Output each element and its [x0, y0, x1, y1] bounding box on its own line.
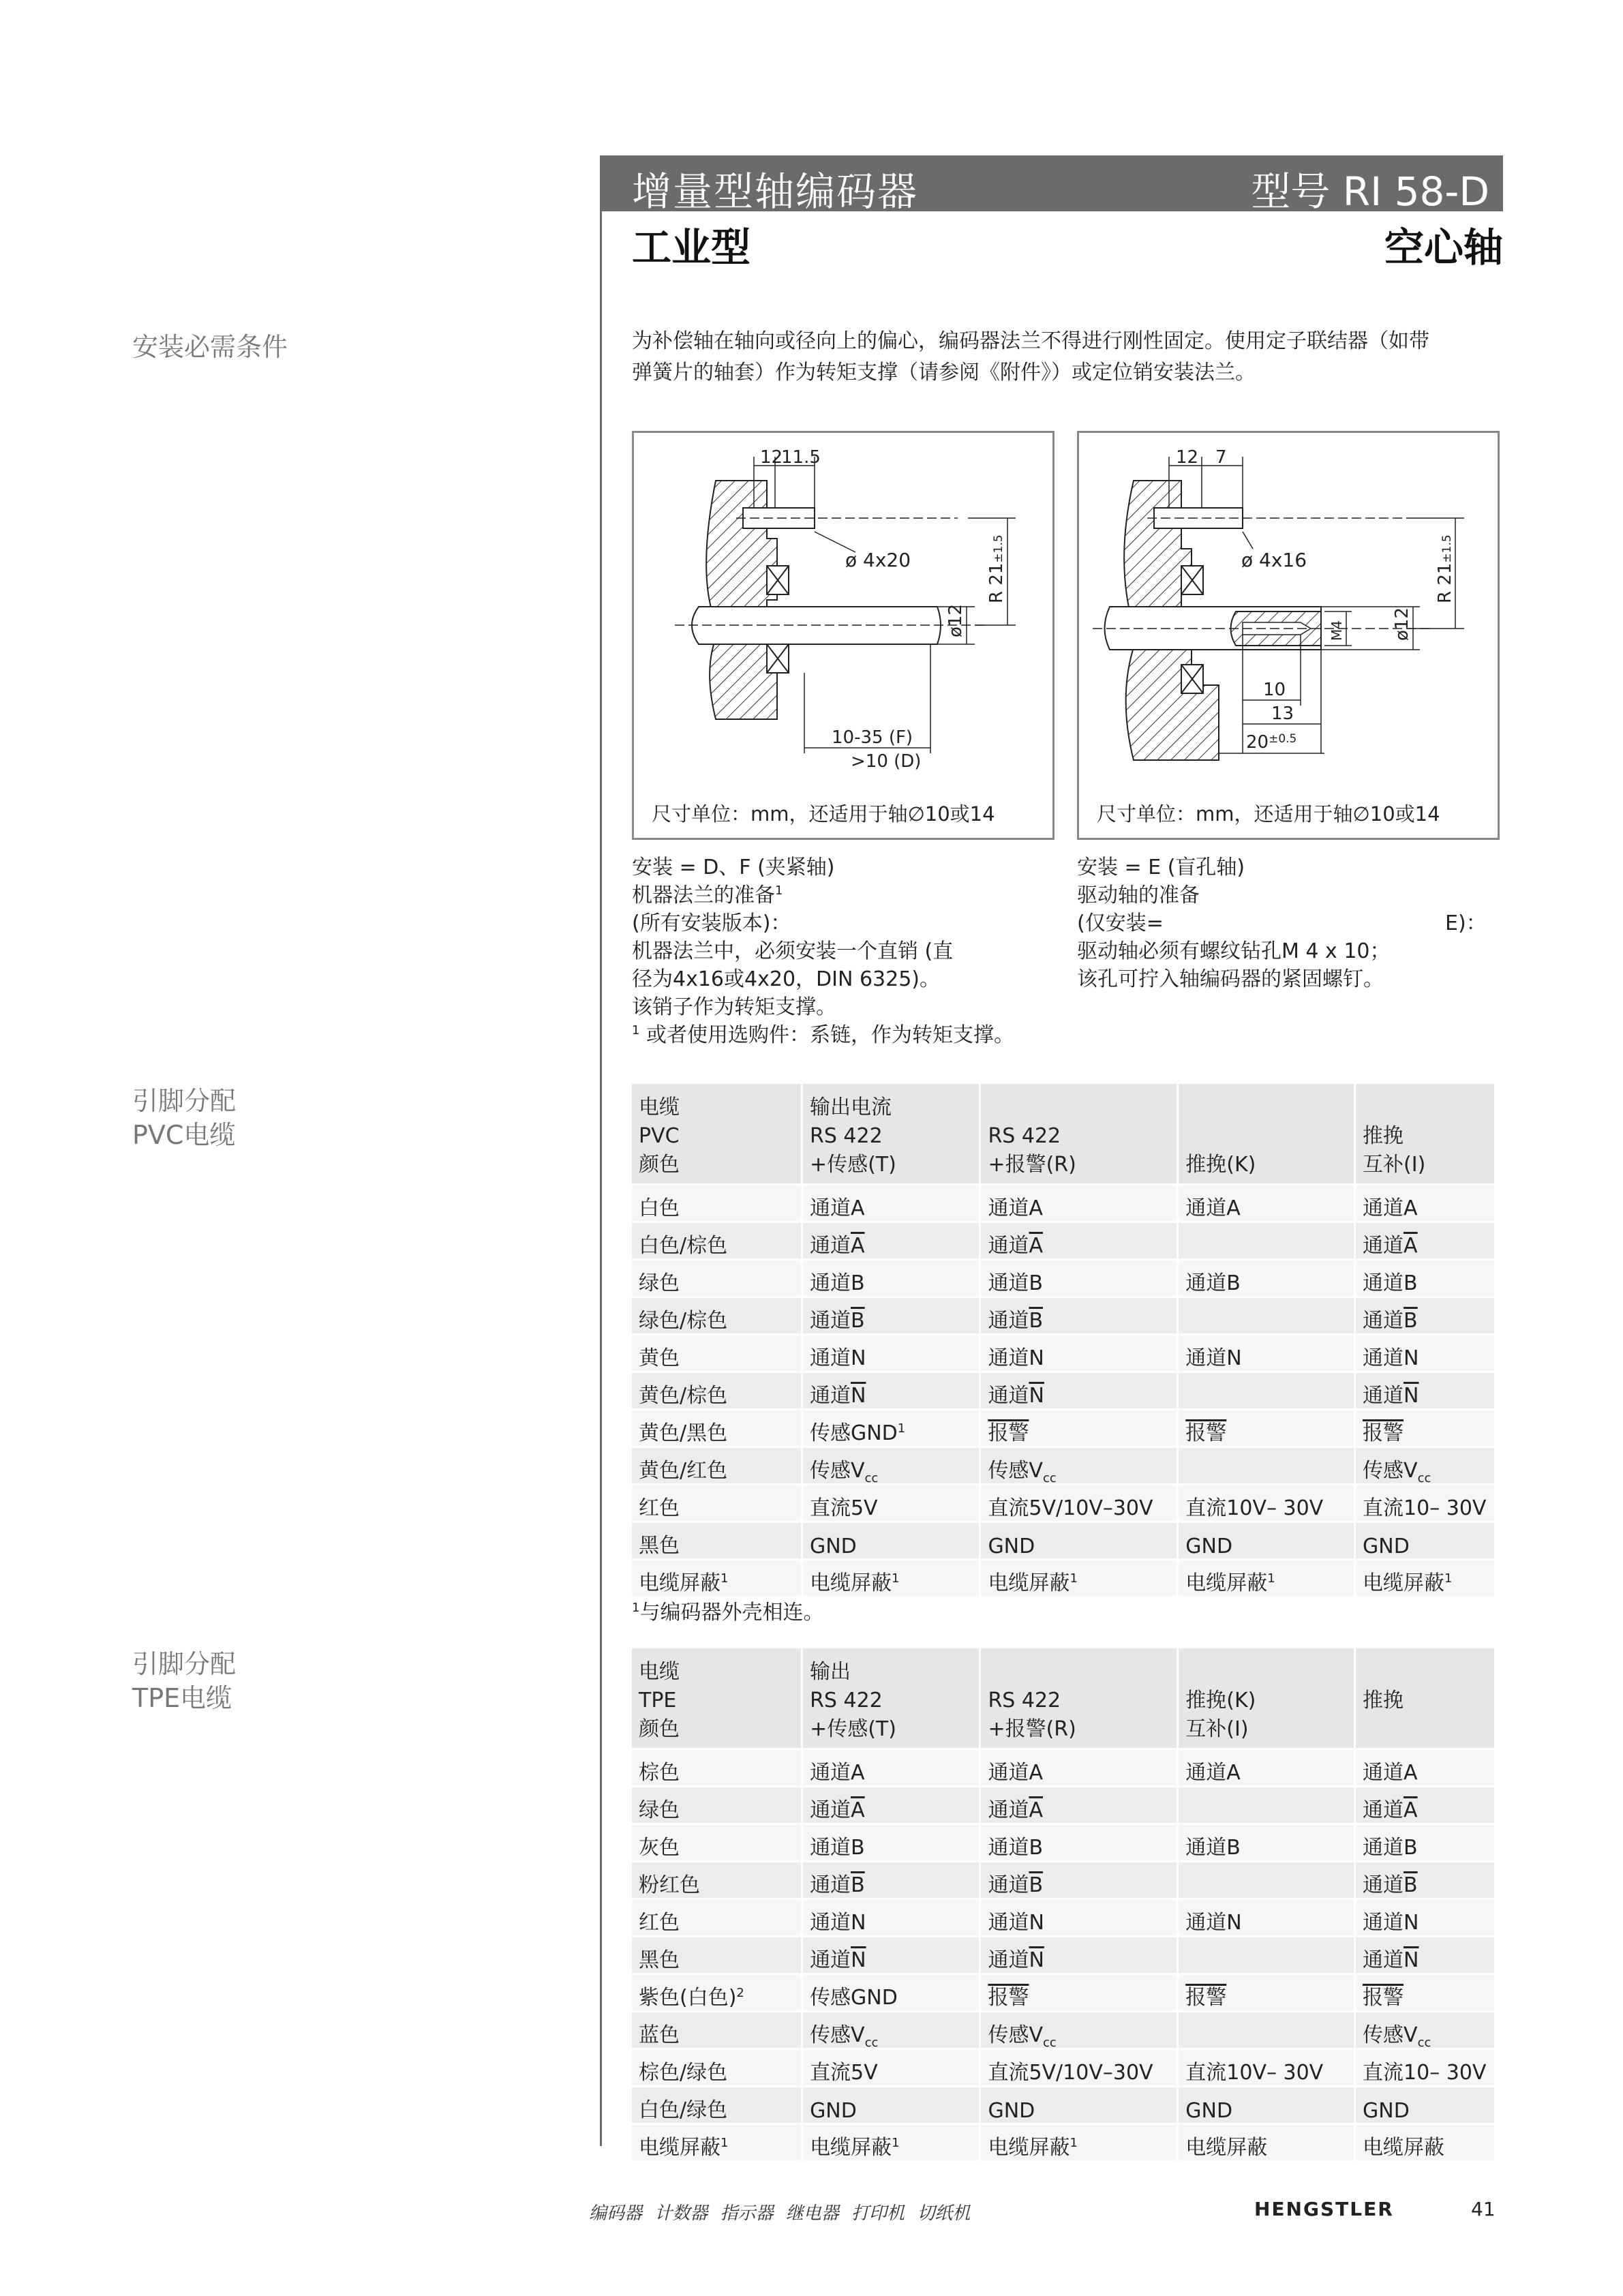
- radius-label: R 21±1.5: [1435, 534, 1455, 603]
- table-cell: 通道$\overline{A}$: [980, 1222, 1178, 1260]
- table-cell: 传感$V_{cc}$: [802, 2012, 980, 2049]
- note-left-line-6: 该销子作为转矩支撑。: [632, 995, 836, 1019]
- pin-label: ø 4x20: [845, 549, 911, 571]
- table-cell: 通道$\overline{N}$: [980, 1937, 1178, 1974]
- drawing-blind-shaft: [1079, 433, 1498, 838]
- note-left-line-4: 机器法兰中，必须安装一个直销 (直: [632, 939, 954, 963]
- table-cell: 灰色: [632, 1824, 802, 1862]
- table-header-row: [632, 1648, 1496, 1749]
- table-cell: 直流5V: [802, 2049, 980, 2087]
- dim-label-13: 13: [1271, 704, 1294, 724]
- table-cell: 报警: [980, 1974, 1178, 2012]
- table-cell: 通道A: [1355, 1185, 1496, 1222]
- intro-paragraph: [632, 326, 1504, 389]
- table-cell: 黑色: [632, 1937, 802, 1974]
- note-left-footnote: $^1$ 或者使用选购件：系链，作为转矩支撑。: [632, 1023, 1014, 1047]
- table-cell: 直流10– 30V: [1355, 2049, 1496, 2087]
- table-row: [632, 1937, 1496, 1974]
- table-row: [632, 2087, 1496, 2124]
- header-line: 颜色: [639, 1153, 680, 1177]
- table-cell: 粉红色: [632, 1862, 802, 1899]
- header-line: RS 422: [988, 1124, 1061, 1148]
- note-left-line-3: (所有安装版本)：: [632, 911, 791, 935]
- drawing-clamp-shaft: [634, 433, 1052, 838]
- table-cell: 电缆屏蔽$^1$: [1355, 1560, 1496, 1597]
- section-divider-line: [600, 155, 602, 2146]
- table-cell: 通道$\overline{N}$: [1355, 1937, 1496, 1974]
- section-label-installation: 安装必需条件: [132, 332, 288, 362]
- table-cell: 通道B: [980, 1260, 1178, 1297]
- intro-line-1: 为补偿轴在轴向或径向上的偏心，编码器法兰不得进行刚性固定。使用定子联结器（如带: [632, 329, 1429, 353]
- table-cell: 通道N: [980, 1335, 1178, 1372]
- table-cell: GND: [1355, 1522, 1496, 1560]
- table-cell: 通道$\overline{A}$: [980, 1787, 1178, 1824]
- header-line: 互补(I): [1185, 1717, 1249, 1741]
- table-row: [632, 2012, 1496, 2049]
- table-cell: 传感$V_{cc}$: [1355, 1447, 1496, 1485]
- brand-name: HENGSTLER: [1254, 2198, 1394, 2220]
- table-cell: 通道A: [1178, 1749, 1355, 1787]
- section-label-pvc: [132, 1084, 236, 1152]
- table-cell: 通道B: [1355, 1824, 1496, 1862]
- table-cell: 通道$\overline{A}$: [802, 1222, 980, 1260]
- table-cell: 通道A: [1178, 1185, 1355, 1222]
- table-cell: 通道$\overline{N}$: [802, 1937, 980, 1974]
- table-cell: 红色: [632, 1899, 802, 1937]
- header-line: 推挽: [1363, 1124, 1404, 1148]
- table-cell: 电缆屏蔽: [1178, 2124, 1355, 2162]
- table-cell: 直流5V/10V–30V: [980, 1485, 1178, 1522]
- table-row: [632, 1560, 1496, 1597]
- table-cell: 绿色/棕色: [632, 1297, 802, 1335]
- table-cell: 电缆屏蔽$^1$: [980, 2124, 1178, 2162]
- header-cell: [1178, 1084, 1355, 1185]
- table-cell: 直流10V– 30V: [1178, 1485, 1355, 1522]
- note-blind-shaft: [1077, 854, 1486, 993]
- pvc-pin-table: [632, 1084, 1496, 1598]
- header-cell: [1178, 1648, 1355, 1749]
- table-cell: 电缆屏蔽$^1$: [802, 2124, 980, 2162]
- figure-caption-1: 尺寸单位：mm，还适用于轴∅10或14: [652, 802, 995, 826]
- header-cell: [980, 1648, 1178, 1749]
- table-cell: 白色/绿色: [632, 2087, 802, 2124]
- section-label-tpe-line2: TPE电缆: [132, 1683, 232, 1713]
- range-label-d: >10 (D): [851, 751, 922, 772]
- subtitle-shaft: 空心轴: [1384, 224, 1503, 271]
- table-row: [632, 1185, 1496, 1222]
- table-cell: GND: [980, 2087, 1178, 2124]
- section-label-tpe-line1: 引脚分配: [132, 1649, 237, 1679]
- dim-label-12: 12: [760, 447, 783, 468]
- header-line: 输出电流: [809, 1096, 892, 1119]
- table-cell: 通道$\overline{N}$: [1355, 1372, 1496, 1410]
- page-number: 41: [1471, 2198, 1496, 2220]
- table-row: [632, 1749, 1496, 1787]
- dim-label-7: 7: [1215, 447, 1227, 468]
- note-right-line-3: (仅安装= E)：: [1077, 911, 1487, 935]
- table-cell: GND: [980, 1522, 1178, 1560]
- header-line: 推挽(K): [1185, 1689, 1256, 1712]
- table-cell: 黄色/红色: [632, 1447, 802, 1485]
- header-line: RS 422: [988, 1689, 1061, 1712]
- shaft-diameter-label: ø12: [1392, 607, 1412, 641]
- table-cell: 通道B: [1178, 1260, 1355, 1297]
- note-right-line-2: 驱动轴的准备: [1077, 883, 1200, 907]
- table-cell: 通道N: [1355, 1335, 1496, 1372]
- note-clamp-shaft: [632, 854, 1014, 1049]
- table-cell: 电缆屏蔽$^1$: [980, 1560, 1178, 1597]
- table-cell: 通道$\overline{A}$: [802, 1787, 980, 1824]
- header-line: +传感(T): [809, 1153, 896, 1177]
- table-row: [632, 1862, 1496, 1899]
- table-cell: 直流5V: [802, 1485, 980, 1522]
- table-cell: [1178, 1372, 1355, 1410]
- table-cell: 通道B: [1355, 1260, 1496, 1297]
- header-line: 输出: [810, 1660, 851, 1684]
- table-cell: [1178, 1297, 1355, 1335]
- table-cell: 通道$\overline{B}$: [1355, 1297, 1496, 1335]
- header-line: 互补(I): [1363, 1153, 1426, 1177]
- table-cell: 通道A: [1355, 1749, 1496, 1787]
- table-cell: 直流10V– 30V: [1178, 2049, 1355, 2087]
- section-label-pvc-line1: 引脚分配: [132, 1086, 237, 1116]
- figure-blind-shaft: [1077, 431, 1500, 840]
- table-row: [632, 2049, 1496, 2087]
- table-cell: 通道N: [980, 1899, 1178, 1937]
- subtitle-type: 工业型: [632, 224, 751, 271]
- table-cell: 电缆屏蔽$^1$: [1178, 1560, 1355, 1597]
- header-line: 电缆: [639, 1660, 680, 1684]
- table-cell: 通道$\overline{N}$: [802, 1372, 980, 1410]
- table-cell: 通道N: [802, 1335, 980, 1372]
- table-row: [632, 1335, 1496, 1372]
- table-cell: 蓝色: [632, 2012, 802, 2049]
- table-cell: 报警: [1355, 1974, 1496, 2012]
- figure-caption-2: 尺寸单位：mm，还适用于轴∅10或14: [1097, 802, 1440, 826]
- table-row: [632, 1410, 1496, 1447]
- table-cell: 通道B: [802, 1824, 980, 1862]
- table-cell: [1178, 1222, 1355, 1260]
- table-cell: 通道$\overline{B}$: [980, 1297, 1178, 1335]
- table-cell: [1178, 1862, 1355, 1899]
- header-cell: [802, 1084, 980, 1185]
- section-label-pvc-line2: PVC电缆: [132, 1120, 236, 1150]
- table-cell: GND: [802, 1522, 980, 1560]
- header-line: PVC: [639, 1124, 680, 1148]
- table-cell: 传感$V_{cc}$: [980, 1447, 1178, 1485]
- table-cell: 报警: [1355, 1410, 1496, 1447]
- header-line: TPE: [639, 1689, 677, 1712]
- table-row: [632, 1522, 1496, 1560]
- header-line: [1363, 1093, 1494, 1122]
- table-cell: 通道$\overline{B}$: [802, 1297, 980, 1335]
- header-line: +报警(R): [988, 1717, 1076, 1741]
- table-row: [632, 1899, 1496, 1937]
- header-line: [1363, 1715, 1494, 1744]
- header-cell: [632, 1084, 802, 1185]
- shaft-diameter-label: ø12: [945, 604, 966, 637]
- table-cell: 通道B: [980, 1824, 1178, 1862]
- table-cell: 棕色/绿色: [632, 2049, 802, 2087]
- header-line: 颜色: [639, 1717, 680, 1741]
- note-left-line-1: 安装 = D、F (夹紧轴): [632, 856, 835, 879]
- footer-categories: 编码器 计数器 指示器 继电器 打印机 切纸机: [589, 2203, 971, 2224]
- table-cell: 黄色: [632, 1335, 802, 1372]
- table-cell: 通道N: [1355, 1899, 1496, 1937]
- table-cell: 通道N: [1178, 1899, 1355, 1937]
- table-cell: 通道A: [802, 1185, 980, 1222]
- table-cell: GND: [802, 2087, 980, 2124]
- header-line: RS 422: [809, 1124, 883, 1148]
- title-bar: [602, 155, 1503, 215]
- table-row: [632, 1260, 1496, 1297]
- table-row: [632, 1787, 1496, 1824]
- table-cell: 黄色/黑色: [632, 1410, 802, 1447]
- header-line: 推挽(K): [1185, 1153, 1256, 1177]
- table-cell: 白色: [632, 1185, 802, 1222]
- dim-label-10: 10: [1263, 680, 1286, 700]
- header-line: +报警(R): [988, 1153, 1076, 1177]
- table-row: [632, 1222, 1496, 1260]
- note-left-line-5: 径为4x16或4x20，DIN 6325)。: [632, 967, 941, 991]
- table-cell: 通道B: [1178, 1824, 1355, 1862]
- table-cell: 传感$V_{cc}$: [1355, 2012, 1496, 2049]
- table-cell: 绿色: [632, 1260, 802, 1297]
- model-number: 型号 RI 58-D: [1251, 168, 1489, 215]
- header-line: [988, 1093, 1177, 1122]
- table-cell: 红色: [632, 1485, 802, 1522]
- page-title: 增量型轴编码器: [632, 168, 919, 215]
- header-line: RS 422: [810, 1689, 883, 1712]
- table-cell: 绿色: [632, 1787, 802, 1824]
- header-cell: [1355, 1648, 1496, 1749]
- table-cell: 传感$V_{cc}$: [802, 1447, 980, 1485]
- thread-label: M4: [1329, 620, 1345, 641]
- table-row: [632, 2124, 1496, 2162]
- dim-label-11-5: 11.5: [781, 447, 821, 468]
- table-cell: 电缆屏蔽$^1$: [802, 1560, 980, 1597]
- header-line: 电缆: [639, 1096, 680, 1119]
- pin-label: ø 4x16: [1241, 549, 1307, 571]
- radius-label: R 21±1.5: [986, 534, 1007, 603]
- note-right-line-1: 安装 = E (盲孔轴): [1077, 856, 1245, 879]
- table-cell: 传感GND: [802, 1974, 980, 2012]
- table-row: [632, 1297, 1496, 1335]
- header-line: [1363, 1658, 1494, 1687]
- table-cell: 通道$\overline{A}$: [1355, 1787, 1496, 1824]
- table-cell: 直流5V/10V–30V: [980, 2049, 1178, 2087]
- table-cell: 通道A: [980, 1185, 1178, 1222]
- table-cell: 通道A: [802, 1749, 980, 1787]
- table-cell: 电缆屏蔽$^1$: [632, 1560, 802, 1597]
- table-cell: 黄色/棕色: [632, 1372, 802, 1410]
- table-cell: 通道B: [802, 1260, 980, 1297]
- table-row: [632, 1372, 1496, 1410]
- table-cell: 直流10– 30V: [1355, 1485, 1496, 1522]
- table-row: [632, 1974, 1496, 2012]
- table-cell: 传感$V_{cc}$: [980, 2012, 1178, 2049]
- table-cell: 黑色: [632, 1522, 802, 1560]
- header-line: [1185, 1122, 1354, 1151]
- note-right-line-4: 驱动轴必须有螺纹钻孔M 4 x 10；: [1077, 939, 1391, 963]
- table-cell: 通道N: [1178, 1335, 1355, 1372]
- table-cell: 通道$\overline{B}$: [980, 1862, 1178, 1899]
- table-cell: 报警: [1178, 1974, 1355, 2012]
- table-cell: GND: [1178, 2087, 1355, 2124]
- intro-line-2: 弹簧片的轴套）作为转矩支撑（请参阅《附件》）或定位销安装法兰。: [632, 361, 1256, 384]
- table-cell: [1178, 2012, 1355, 2049]
- header-cell: [632, 1648, 802, 1749]
- table-cell: GND: [1178, 1522, 1355, 1560]
- note-right-line-5: 该孔可拧入轴编码器的紧固螺钉。: [1077, 967, 1384, 991]
- figure-clamp-shaft: [632, 431, 1055, 840]
- tpe-pin-table: [632, 1648, 1496, 2162]
- table-cell: 报警: [1178, 1410, 1355, 1447]
- table-cell: [1178, 1447, 1355, 1485]
- table-row: [632, 1824, 1496, 1862]
- table-cell: [1178, 1937, 1355, 1974]
- header-line: [1185, 1093, 1354, 1122]
- table-cell: 通道$\overline{B}$: [802, 1862, 980, 1899]
- table-header-row: [632, 1084, 1496, 1185]
- table-cell: 通道$\overline{B}$: [1355, 1862, 1496, 1899]
- header-line: [1185, 1658, 1354, 1687]
- header-cell: [1355, 1084, 1496, 1185]
- header-line: 推挽: [1363, 1689, 1404, 1712]
- range-label-f: 10-35 (F): [832, 727, 913, 748]
- table-cell: 紫色(白色)$^2$: [632, 1974, 802, 2012]
- section-label-tpe: [132, 1647, 236, 1715]
- note-left-line-2: 机器法兰的准备$^1$: [632, 883, 783, 907]
- header-line: [988, 1658, 1177, 1687]
- pvc-footnote: $^1$与编码器外壳相连。: [632, 1601, 824, 1625]
- table-cell: 白色/棕色: [632, 1222, 802, 1260]
- table-cell: 电缆屏蔽: [1355, 2124, 1496, 2162]
- table-cell: 棕色: [632, 1749, 802, 1787]
- table-row: [632, 1447, 1496, 1485]
- table-cell: 通道A: [980, 1749, 1178, 1787]
- table-cell: [1178, 1787, 1355, 1824]
- header-cell: [980, 1084, 1178, 1185]
- table-cell: 电缆屏蔽$^1$: [632, 2124, 802, 2162]
- header-cell: [802, 1648, 980, 1749]
- dim-label-12: 12: [1176, 447, 1199, 468]
- dim-label-20: $20^{\pm 0.5}$: [1246, 732, 1297, 753]
- table-cell: GND: [1355, 2087, 1496, 2124]
- table-cell: 通道$\overline{A}$: [1355, 1222, 1496, 1260]
- header-line: +传感(T): [810, 1717, 896, 1741]
- table-cell: 通道$\overline{N}$: [980, 1372, 1178, 1410]
- table-cell: 报警: [980, 1410, 1178, 1447]
- table-row: [632, 1485, 1496, 1522]
- table-cell: 通道N: [802, 1899, 980, 1937]
- table-cell: 传感GND$^1$: [802, 1410, 980, 1447]
